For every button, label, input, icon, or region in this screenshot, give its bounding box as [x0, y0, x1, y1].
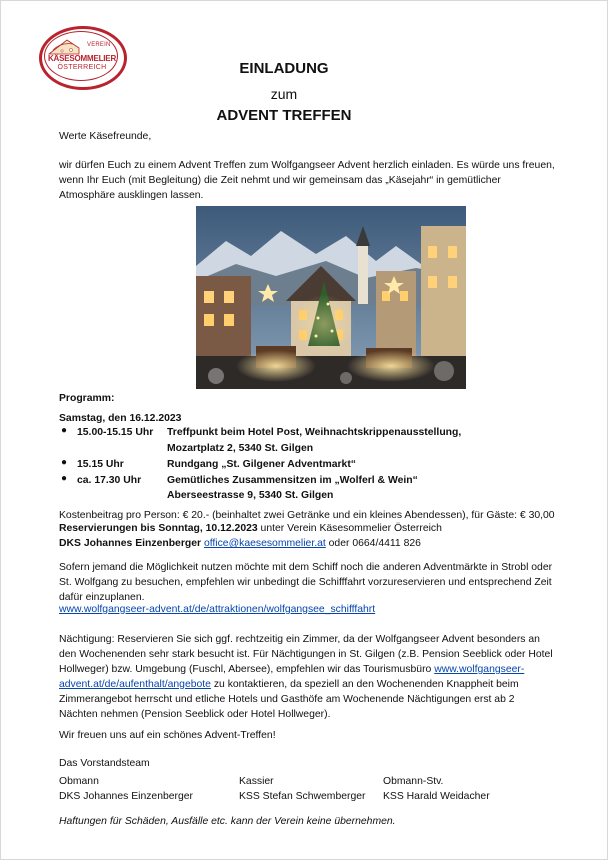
contact-phone: oder 0664/4411 826	[325, 538, 421, 549]
stay-link[interactable]: www.wolfgangseer-advent.at/de/aufenthalt/angebote	[59, 664, 525, 690]
program-heading: Programm:	[59, 393, 115, 404]
program-item-2-line1: Rundgang „St. Gilgener Adventmarkt“	[167, 459, 356, 470]
bullet-2: ●	[61, 457, 68, 468]
logo-text-verein: VEREIN	[87, 42, 111, 48]
signature-name-2: KSS Stefan Schwemberger	[239, 791, 366, 802]
signature-role-1: Obmann	[59, 776, 99, 787]
reservation-text: unter Verein Käsesommelier Österreich	[257, 523, 442, 534]
program-date: Samstag, den 16.12.2023	[59, 413, 182, 424]
page-title: EINLADUNG	[239, 60, 329, 77]
signature-role-3: Obmann-Stv.	[383, 776, 444, 787]
program-time-1: 15.00-15.15 Uhr	[77, 427, 154, 438]
program-item-1-line2: Mozartplatz 2, 5340 St. Gilgen	[167, 443, 314, 454]
liability-footer: Haftungen für Schäden, Ausfälle etc. kann der Verein keine übernehmen.	[59, 816, 396, 827]
ship-paragraph: Sofern jemand die Möglichkeit nutzen möchte mit dem Schiff noch die anderen Adventmärkte in Strobl oder St. Wolfgang zu besuchen, empfehlen wir unbedingt die Schifffahrt vorzureservieren und entsprechend Zeit dafür einzuplanen.	[59, 562, 553, 603]
program-item-3-line2: Aberseestrasse 9, 5340 St. Gilgen	[167, 490, 334, 501]
signature-name-3: KSS Harald Weidacher	[383, 791, 490, 802]
stay-paragraph	[59, 632, 556, 722]
reservation-deadline: Reservierungen bis Sonntag, 10.12.2023	[59, 523, 258, 534]
signature-name-1: DKS Johannes Einzenberger	[59, 791, 194, 802]
program-time-3: ca. 17.30 Uhr	[77, 475, 142, 486]
signature-role-2: Kassier	[239, 776, 274, 787]
greeting: Werte Käsefreunde,	[59, 131, 152, 142]
program-item-1-line1: Treffpunkt beim Hotel Post, Weihnachtskrippenausstellung,	[167, 427, 462, 438]
board-line: Das Vorstandsteam	[59, 758, 150, 769]
reservation-line	[59, 521, 559, 536]
event-title: ADVENT TREFFEN	[216, 107, 352, 124]
email-link[interactable]: office@kaesesommelier.at	[203, 538, 326, 549]
cost-line: Kostenbeitrag pro Person: € 20.- (beinhaltet zwei Getränke und ein kleines Abendessen), für Gäste: € 30,00	[59, 510, 555, 521]
bullet-1: ●	[61, 425, 68, 436]
logo-text-kaesesommelier: KÄSESOMMELIER	[47, 54, 117, 63]
ship-link[interactable]: www.wolfgangseer-advent.at/de/attraktionen/wolfgangsee_schifffahrt	[59, 604, 376, 615]
club-logo	[39, 26, 125, 88]
title-sub: zum	[270, 86, 298, 102]
bullet-3: ●	[61, 473, 68, 484]
closing-line: Wir freuen uns auf ein schönes Advent-Treffen!	[59, 730, 276, 741]
program-time-2: 15.15 Uhr	[77, 459, 124, 470]
contact-name: DKS Johannes Einzenberger	[59, 538, 202, 549]
program-item-3-line1: Gemütliches Zusammensitzen im „Wolferl & Wein“	[167, 475, 418, 486]
contact-line	[59, 536, 559, 551]
intro-paragraph: wir dürfen Euch zu einem Advent Treffen zum Wolfgangseer Advent herzlich einladen. Es würde uns freuen, wenn Ihr Euch (mit Begleitung) die Zeit nehmt und wir gemeinsam das „Käsejahr“ in gemütlicher Atmosphäre ausklingen lassen.	[59, 160, 555, 201]
stay-text-2: zu kontaktieren, da speziell an den Wochenenden Knappheit beim Zimmerangebot herrscht und etliche Hotels und Gasthöfe am Wochenende Nächtigungen erst ab 2 Nächten nehmen (Pension Seeblick oder Hotel Hollweger).	[59, 679, 519, 720]
logo-text-oesterreich: ÖSTERREICH	[57, 64, 107, 71]
advent-market-photo	[196, 206, 466, 389]
stay-text-1: Nächtigung: Reservieren Sie sich ggf. rechtzeitig ein Zimmer, da der Wolfgangseer Advent besonders an den Wochenenden sehr stark besucht ist. Für Nächtigungen in St. Gilgen (z.B. Pension Seeblick oder Hotel Hollweger) bzw. Umgebung (Fuschl, Abersee), empfehlen wir das Tourismusbüro	[59, 634, 553, 675]
